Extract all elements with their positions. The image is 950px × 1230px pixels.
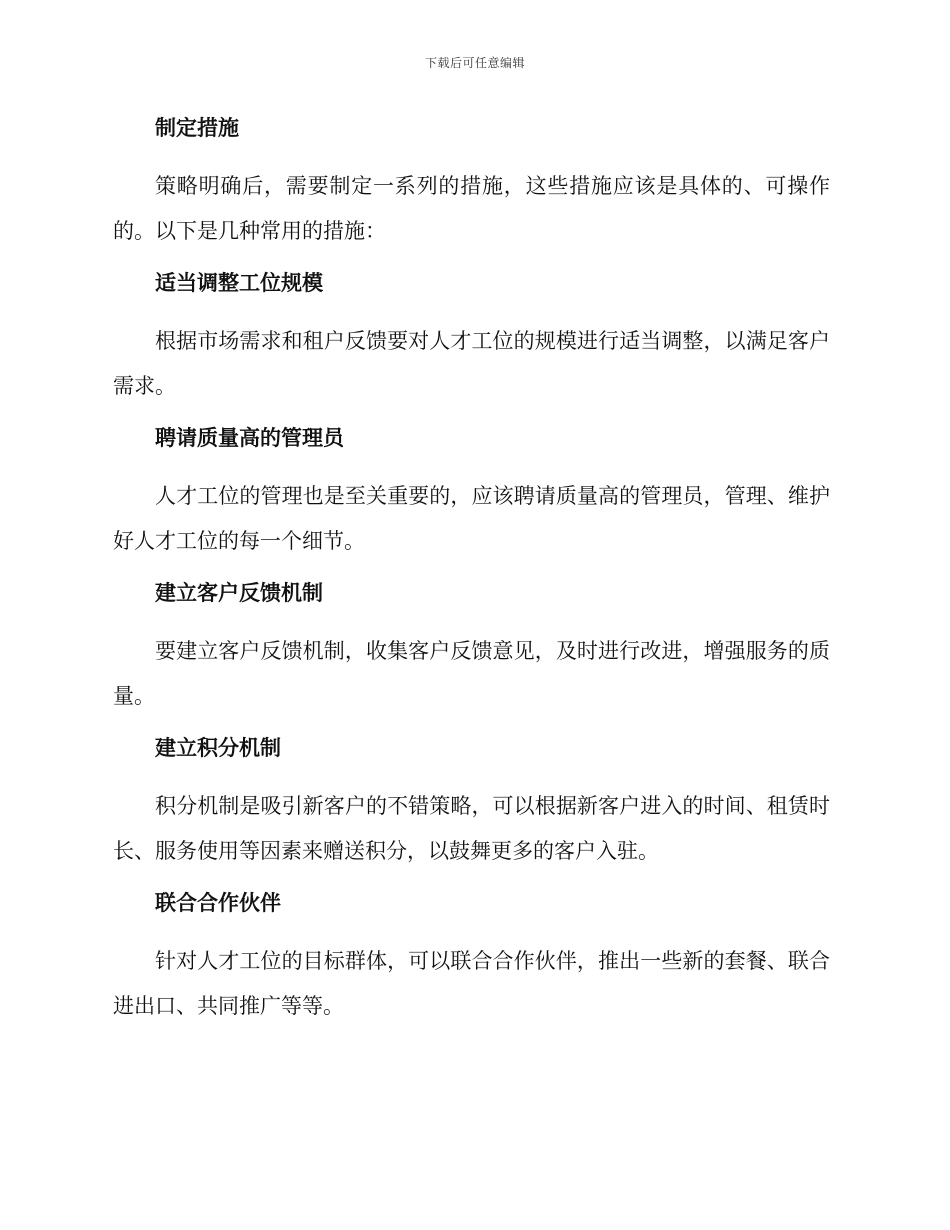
document-body <box>113 112 830 1042</box>
section-paragraph-3: 人才工位的管理也是至关重要的，应该聘请质量高的管理员，管理、维护好人才工位的每一个细节。 <box>113 484 830 553</box>
section-heading-3: 聘请质量高的管理员 <box>155 426 344 450</box>
section-paragraph-5: 积分机制是吸引新客户的不错策略，可以根据新客户进入的时间、租赁时长、服务使用等因素来赠送积分，以鼓舞更多的客户入驻。 <box>113 794 830 863</box>
page-header: 下载后可任意编辑 <box>424 56 525 70</box>
section-paragraph-4: 要建立客户反馈机制，收集客户反馈意见，及时进行改进，增强服务的质量。 <box>113 639 830 708</box>
section-paragraph-2: 根据市场需求和租户反馈要对人才工位的规模进行适当调整，以满足客户需求。 <box>113 329 830 398</box>
section-heading-5: 建立积分机制 <box>155 736 281 760</box>
section-heading-4: 建立客户反馈机制 <box>155 581 323 605</box>
section-heading-6: 联合合作伙伴 <box>155 891 281 915</box>
section-paragraph-1: 策略明确后，需要制定一系列的措施，这些措施应该是具体的、可操作的。以下是几种常用的措施： <box>113 174 830 243</box>
section-heading-1: 制定措施 <box>155 116 239 140</box>
section-heading-2: 适当调整工位规模 <box>155 271 323 295</box>
section-paragraph-6: 针对人才工位的目标群体，可以联合合作伙伴，推出一些新的套餐、联合进出口、共同推广等等。 <box>113 949 830 1018</box>
